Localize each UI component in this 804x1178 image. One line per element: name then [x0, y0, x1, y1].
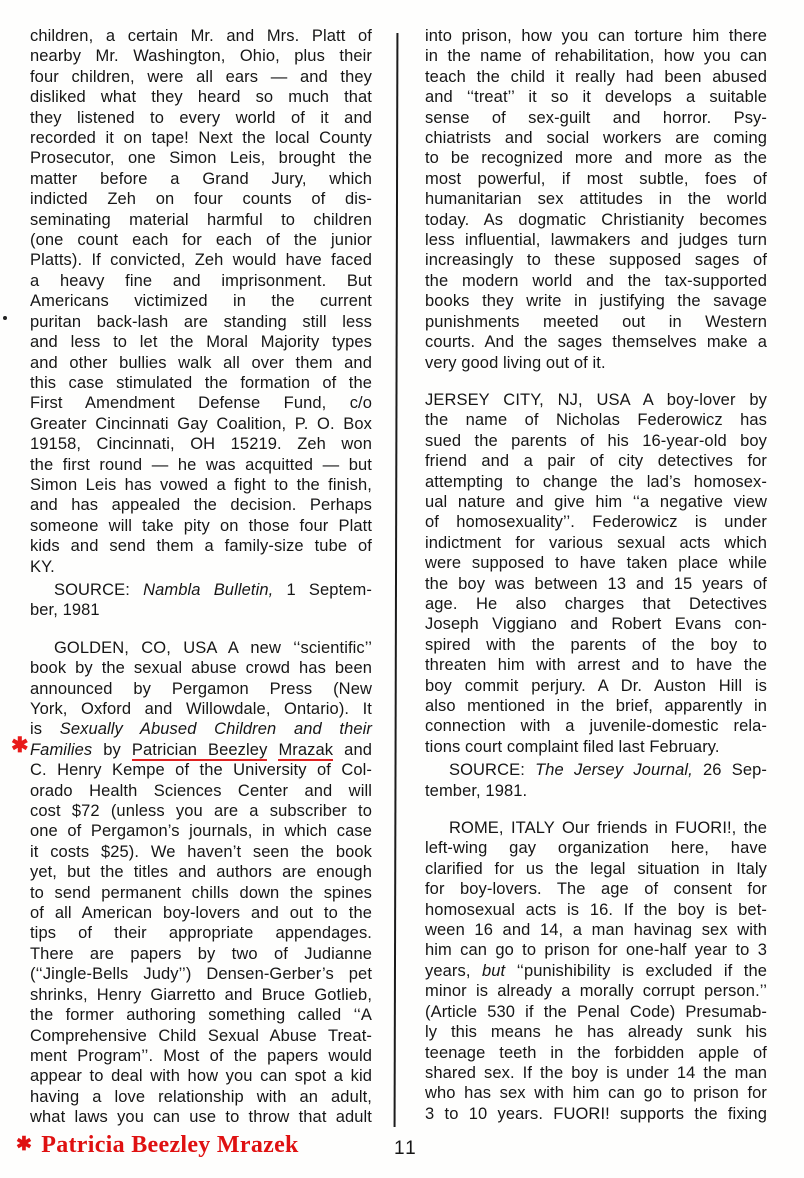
text-line: announced by Pergamon Press (New	[30, 679, 372, 698]
footnote	[16, 1131, 299, 1159]
text-line: increasingly to these supposed sages of	[425, 251, 767, 270]
text-line: matter before a Grand Jury, which	[30, 169, 372, 188]
text-line: puritan back-lash are standing still less	[30, 312, 372, 331]
text-line: clarified for us the legal situation in Italy	[425, 859, 767, 878]
text-line: friend and a pair of city detectives for	[425, 452, 767, 471]
text-line: is Sexually Abused Children and their	[30, 720, 372, 739]
text-line: the name of Nicholas Federowicz has	[425, 411, 767, 430]
text-line: sense of sex-guilt and horror. Psy-	[425, 108, 767, 127]
text-line: the first round — he was acquitted — but	[30, 455, 372, 474]
text-line: and other bullies walk all over them and	[30, 353, 372, 372]
text-line: GOLDEN, CO, USA A new ‘‘scientific’’	[54, 638, 372, 657]
stray-dot-mark	[3, 316, 7, 320]
text-line: books they write in justifying the savage	[425, 292, 767, 311]
text-line: attempting to change the lad’s homosex-	[425, 472, 767, 491]
text-line: were supposed to have taken place while	[425, 554, 767, 573]
text-line: chiatrists and social workers are coming	[425, 129, 767, 148]
text-line: for boy-lovers. The age of consent for	[425, 880, 767, 899]
page-number: 11	[394, 1138, 418, 1159]
text-line: and has appealed the decision. Perhaps	[30, 496, 372, 515]
text-line: York, Oxford and Willowdale, Ontario). It	[30, 700, 372, 718]
text-line: homosexual acts is 16. If the boy is bet-	[425, 900, 767, 919]
text-line: humanitarian sex attitudes in the world	[425, 190, 767, 209]
text-line: JERSEY CITY, NJ, USA A boy-lover by	[425, 390, 767, 409]
text-line: Prosecutor, one Simon Leis, brought the	[30, 149, 372, 168]
text-line: C. Henry Kempe of the University of Col-	[30, 761, 372, 780]
text-line: yet, but the titles and authors are enough	[30, 863, 372, 882]
paragraph	[425, 26, 767, 373]
text-line: spired with the parents of the boy to	[425, 635, 767, 654]
text-line: appear to deal with how you can spot a kid	[30, 1067, 372, 1086]
text-line: ment Program’’. Most of the papers would	[30, 1046, 372, 1065]
footnote-text: Patricia Beezley Mrazek	[41, 1132, 299, 1158]
left-column	[30, 26, 372, 1128]
text-line: 3 to 10 years. FUORI! supports the fixing	[425, 1104, 767, 1123]
text-line: him can go to prison for one-half year to 3	[425, 941, 767, 960]
text-line: shared sex. If the boy is under 14 the man	[425, 1063, 767, 1082]
text-line: ly this means he has already sunk his	[425, 1023, 767, 1042]
text-line: 19158, Cincinnati, OH 15219. Zeh won	[30, 435, 372, 454]
text-line: of all American boy-lovers and out to the	[30, 904, 372, 923]
text-line: four children, were all ears — and they	[30, 67, 372, 86]
text-line: boy commit perjury. A Dr. Auston Hill is	[425, 676, 767, 695]
text-line: Comprehensive Child Sexual Abuse Treat-	[30, 1026, 372, 1045]
column-divider	[394, 33, 399, 1127]
text-line: the boy was between 13 and 15 years of	[425, 574, 767, 593]
text-line: today. As dogmatic Christianity becomes	[425, 210, 767, 229]
text-line: children, a certain Mr. and Mrs. Platt of	[30, 27, 372, 45]
text-line: connection with a juvenile-domestic rela-	[425, 717, 767, 736]
text-line: ween 16 and 14, a man havinag sex with	[425, 921, 767, 940]
right-column	[425, 26, 767, 1124]
paragraph	[30, 638, 372, 1128]
text-line: someone will take pity on those four Platt	[30, 516, 372, 535]
text-line: a heavy fine and imprisonment. But	[30, 271, 372, 290]
text-line: cost $72 (unless you are a subscriber to	[30, 802, 372, 821]
text-line: and less to let the Moral Majority types	[30, 333, 372, 352]
text-line: teach the child it really had been abused	[425, 67, 767, 86]
text-line: Platts). If convicted, Zeh would have faced	[30, 251, 372, 270]
paragraph	[425, 760, 767, 801]
text-line: the former authoring something called ‘‘A	[30, 1006, 372, 1025]
text-line: (Article 530 if the Penal Code) Presumab-	[425, 1002, 767, 1021]
text-line: in the name of rehabilitation, how you can	[425, 47, 767, 66]
text-line: book by the sexual abuse crowd has been	[30, 659, 372, 678]
text-line: seminating material harmful to children	[30, 210, 372, 229]
text-line: disliked what they heard so much that	[30, 88, 372, 107]
paragraph	[425, 818, 767, 1124]
text-line: very good living out of it.	[425, 353, 606, 372]
text-line: sued the parents of his 16-year-old boy	[425, 431, 767, 450]
text-line: Americans victimized in the current	[30, 292, 372, 311]
text-line: and ‘‘treat’’ it so it develops a suitable	[425, 88, 767, 107]
text-line: punishments meeted out in Western	[425, 312, 767, 331]
text-line: nearby Mr. Washington, Ohio, plus their	[30, 47, 372, 66]
text-line: recorded it on tape! Next the local County	[30, 129, 372, 148]
asterisk-icon: ✱	[11, 734, 29, 757]
text-line: KY.	[30, 557, 55, 576]
text-line: left-wing gay organization here, have	[425, 839, 767, 858]
text-line: of homosexuality’’. Federowicz is under	[425, 513, 767, 532]
text-line: one of Pergamon’s journals, in which case	[30, 822, 372, 841]
text-line: shrinks, Henry Giarretto and Bruce Gotlieb,	[30, 985, 372, 1004]
paragraph	[425, 390, 767, 757]
text-line: they listened to every world of it and	[30, 108, 372, 127]
text-line: ber, 1981	[30, 601, 100, 620]
text-line: ual nature and give him ‘‘a negative view	[425, 492, 767, 511]
text-line: also mentioned in the brief, apparently in	[425, 697, 767, 715]
text-line: indictment for various sexual acts which	[425, 533, 767, 552]
text-line: orado Health Sciences Center and will	[30, 781, 372, 800]
text-line: There are papers by two of Judianne	[30, 944, 372, 963]
text-line: tions court complaint filed last February.	[425, 737, 720, 756]
text-line: Greater Cincinnati Gay Coalition, P. O. Box	[30, 414, 372, 433]
text-line: threaten him with arrest and to have the	[425, 656, 767, 675]
text-line: to be recognized more and more as the	[425, 149, 767, 168]
text-line: teenage teeth in the forbidden apple of	[425, 1043, 767, 1062]
text-line: what laws you can use to throw that adult	[30, 1108, 372, 1127]
footnote-asterisk-icon: ✱	[16, 1134, 33, 1155]
text-line: age. He also charges that Detectives	[425, 594, 767, 613]
text-line: having a love relationship with an adult,	[30, 1087, 372, 1106]
text-line: kids and send them a family-size tube of	[30, 537, 372, 556]
text-line: years, but ‘‘punishibility is excluded if the	[425, 961, 768, 980]
text-line: minor is already a morally corrupt person.’’	[425, 982, 767, 1001]
paragraph	[30, 580, 372, 621]
text-line: courts. And the sages themselves make a	[425, 333, 767, 352]
text-line: ROME, ITALY Our friends in FUORI!, the	[449, 819, 767, 838]
text-line: Families by Patrician Beezley Mrazak and	[30, 740, 373, 759]
text-line: First Amendment Defense Fund, c/o	[30, 394, 372, 413]
paragraph	[30, 26, 372, 577]
text-line: SOURCE: The Jersey Journal, 26 Sep-	[449, 761, 767, 780]
text-line: most powerful, if most subtle, foes of	[425, 169, 767, 188]
text-line: to send permanent chills down the spines	[30, 883, 372, 902]
text-line: (one count each for each of the junior	[30, 231, 372, 250]
text-line: the modern world and the tax-supported	[425, 271, 767, 290]
text-line: Simon Leis has vowed a fight to the finish,	[30, 475, 372, 494]
text-line: into prison, how you can torture him there	[425, 27, 767, 45]
text-line: Joseph Viggiano and Robert Evans con-	[425, 615, 767, 634]
text-line: less influential, lawmakers and judges turn	[425, 231, 767, 250]
text-line: tember, 1981.	[425, 781, 528, 800]
text-line: it costs $25). We haven’t seen the book	[30, 842, 372, 861]
text-line: this case stimulated the formation of the	[30, 373, 372, 392]
text-line: indicted Zeh on four counts of dis-	[30, 190, 372, 209]
text-line: who has sex with him can go to prison for	[425, 1084, 767, 1103]
text-line: tips of their appropriate appendages.	[30, 924, 372, 943]
text-line: (‘‘Jingle-Bells Judy’’) Densen-Gerber’s pet	[30, 965, 372, 984]
text-line: SOURCE: Nambla Bulletin, 1 Septem-	[54, 580, 372, 599]
